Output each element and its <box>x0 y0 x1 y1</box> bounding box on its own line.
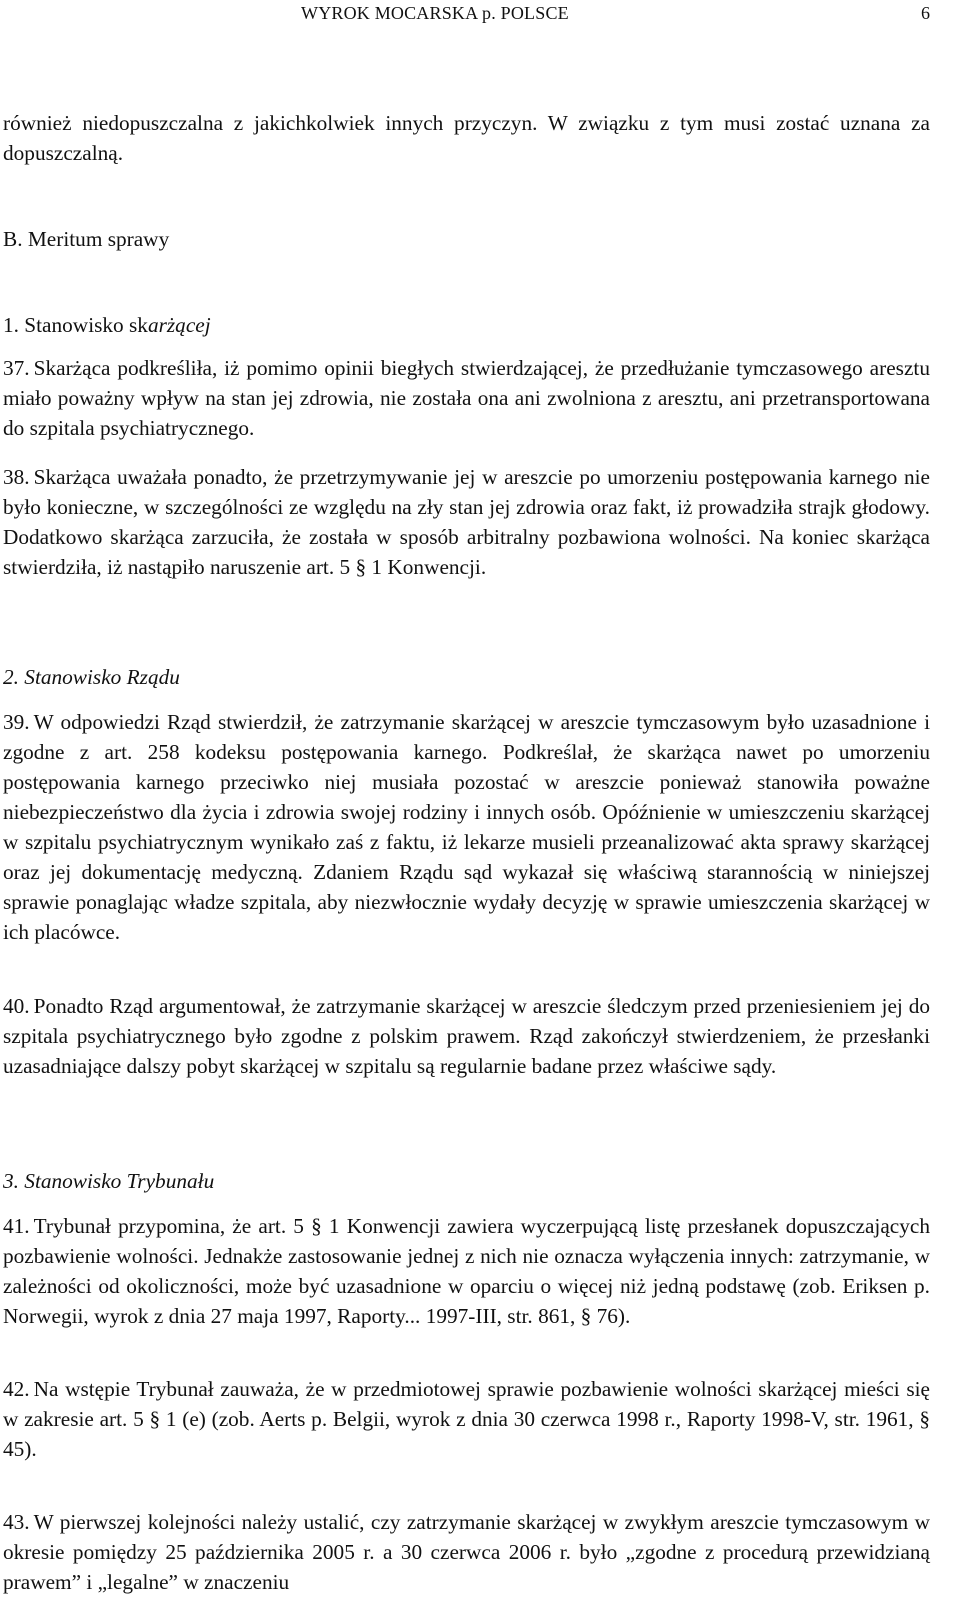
paragraph-number: 39. <box>3 710 30 734</box>
subsection-2-heading <box>3 662 180 692</box>
paragraph-40 <box>3 991 930 1081</box>
paragraph-41 <box>3 1211 930 1331</box>
paragraph-43 <box>3 1507 930 1597</box>
paragraph-text: Skarżąca podkreśliła, iż pomimo opinii biegłych stwierdzającej, że przedłużanie tymczasowego aresztu miało poważny wpływ na stan jej zdrowia, nie została ona ani zwolniona z aresztu, ani przetransportowana do szpitala psychiatrycznego. <box>3 356 930 440</box>
paragraph-number: 41. <box>3 1214 30 1238</box>
paragraph-42 <box>3 1374 930 1464</box>
page-number: 6 <box>921 3 930 23</box>
paragraph-number: 38. <box>3 465 30 489</box>
paragraph-text: Trybunał przypomina, że art. 5 § 1 Konwencji zawiera wyczerpującą listę przesłanek dopuszczających pozbawienie wolności. Jednakże zastosowanie jednej z nich nie oznacza wyłączenia innych: zatrzymanie, w zależności od okoliczności, może być uzasadnione w oparciu o więcej niż jedną podstawę (zob. Eriksen p. Norwegii, wyrok z dnia 27 maja 1997, Raporty... 1997-III, str. 861, § 76). <box>3 1214 930 1328</box>
intro-paragraph: również niedopuszczalna z jakichkolwiek innych przyczyn. W związku z tym musi zostać uznana za dopuszczalną. <box>3 111 930 165</box>
subsection-1-heading-plain: 1. Stanowisko sk <box>3 313 148 337</box>
paragraph-number: 42. <box>3 1377 30 1401</box>
paragraph-text: Skarżąca uważała ponadto, że przetrzymywanie jej w areszcie po umorzeniu postępowania karnego nie było konieczne, w szczególności ze względu na zły stan jej zdrowia oraz fakt, iż prowadziła strajk głodowy. Dodatkowo skarżąca zarzuciła, że została w sposób arbitralny pozbawiona wolności. Na koniec skarżąca stwierdziła, iż nastąpiło naruszenie art. 5 § 1 Konwencji. <box>3 465 930 579</box>
section-b-heading: B. Meritum sprawy <box>3 227 170 251</box>
subsection-1-heading-italic: arżącej <box>147 313 211 337</box>
paragraph-38 <box>3 462 930 582</box>
paragraph-number: 43. <box>3 1510 30 1534</box>
subsection-3-heading <box>3 1166 214 1196</box>
subsection-2-heading-text: 2. Stanowisko Rządu <box>3 665 180 689</box>
paragraph-text: W odpowiedzi Rząd stwierdził, że zatrzymanie skarżącej w areszcie tymczasowym było uzasadnione i zgodne z art. 258 kodeksu postępowania karnego. Podkreślał, że skarżąca nawet po umorzeniu postępowania karnego przeciwko niej musiała pozostać w areszcie ponieważ stanowiła poważne niebezpieczeństwo dla życia i zdrowia swojej rodziny i innych osób. Opóźnienie w umieszczeniu skarżącej w szpitalu psychiatrycznym wynikało zaś z faktu, iż lekarze musieli przeanalizować akta sprawy skarżącej oraz jej dokumentację medyczną. Zdaniem Rządu sąd wykazał się właściwą starannością w niniejszej sprawie ponaglając władze szpitala, aby niezwłocznie wydały decyzję w sprawie umieszczenia skarżącej w ich placówce. <box>3 710 930 944</box>
subsection-1-heading <box>3 310 211 340</box>
paragraph-text: Na wstępie Trybunał zauważa, że w przedmiotowej sprawie pozbawienie wolności skarżącej mieści się w zakresie art. 5 § 1 (e) (zob. Aerts p. Belgii, wyrok z dnia 30 czerwca 1998 r., Raporty 1998-V, str. 1961, § 45). <box>3 1377 930 1461</box>
page-header <box>3 1 930 25</box>
paragraph-number: 37. <box>3 356 30 380</box>
paragraph-text: W pierwszej kolejności należy ustalić, czy zatrzymanie skarżącej w zwykłym areszcie tymczasowym w okresie pomiędzy 25 października 2005 r. a 30 czerwca 2006 r. było „zgodne z procedurą przewidzianą prawem” i „legalne” w znaczeniu <box>3 1510 930 1594</box>
running-title: WYROK MOCARSKA p. POLSCE <box>301 3 569 23</box>
subsection-3-heading-text: 3. Stanowisko Trybunału <box>3 1169 215 1193</box>
paragraph-number: 40. <box>3 994 30 1018</box>
paragraph-37 <box>3 353 930 443</box>
paragraph-text: Ponadto Rząd argumentował, że zatrzymanie skarżącej w areszcie śledczym przed przeniesieniem jej do szpitala psychiatrycznego było zgodne z polskim prawem. Rząd zakończył stwierdzeniem, że przesłanki uzasadniające dalszy pobyt skarżącej w szpitalu są regularnie badane przez właściwe sądy. <box>3 994 930 1078</box>
paragraph-39 <box>3 707 930 947</box>
